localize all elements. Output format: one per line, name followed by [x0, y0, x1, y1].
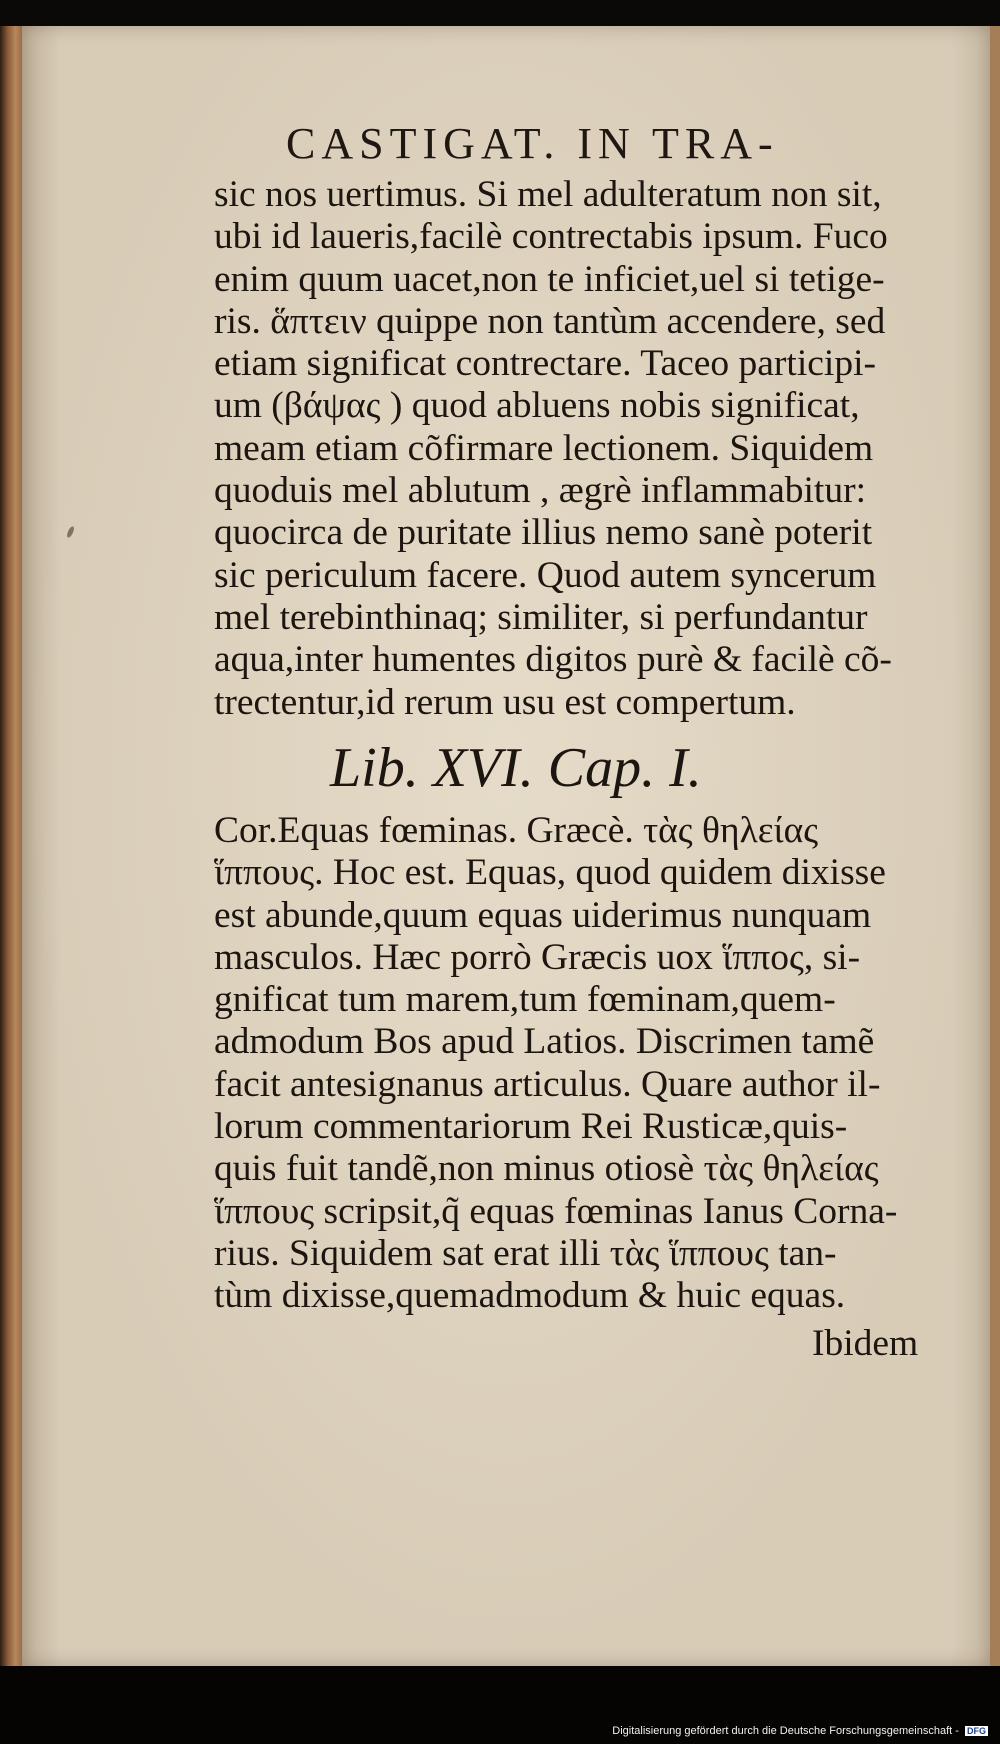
text-line: mel terebinthinaq; similiter, si perfundantur: [214, 596, 868, 638]
text-line: etiam significat contrectare. Taceo participi-: [214, 343, 876, 385]
text-line: sic nos uertimus. Si mel adulteratum non sit,: [214, 174, 882, 215]
page-right-edge: [990, 26, 1000, 1666]
body-text: [214, 174, 954, 724]
text-line: um (βάψας ) quod abluens nobis significat,: [214, 385, 860, 427]
text-line: enim quum uacet,non te inficiet,uel si tetige-: [214, 258, 885, 300]
section-heading: Lib. XVI. Cap. I.: [330, 737, 702, 799]
digitization-credit: [612, 1725, 988, 1737]
text-line: admodum Bos apud Latios. Discrimen tamẽ: [214, 1021, 875, 1063]
text-line: quis fuit tandẽ,non minus otiosè τὰς θηλείας: [214, 1148, 879, 1190]
text-line: sic periculum facere. Quod autem syncerum: [214, 554, 877, 596]
text-line: Cor.Equas fœminas. Græcè. τὰς θηλείας: [214, 810, 819, 851]
running-head: CASTIGAT. IN TRA-: [286, 119, 779, 168]
text-line: trectentur,id rerum usu est compertum.: [214, 681, 796, 723]
text-line: quoduis mel ablutum , ægrè inflammabitur:: [214, 470, 866, 512]
text-line: est abunde,quum equas uiderimus nunquam: [214, 894, 872, 936]
text-line: masculos. Hæc porrò Græcis uox ἵππος, si-: [214, 936, 861, 978]
text-line: rius. Siquidem sat erat illi τὰς ἵππους tan-: [214, 1232, 837, 1274]
text-line: meam etiam cõfirmare lectionem. Siquidem: [214, 427, 874, 469]
book-spine-edge: [0, 26, 22, 1666]
ink-mark: [66, 526, 76, 539]
section-text: [214, 810, 954, 1318]
text-line: ris. ἅπτειν quippe non tantùm accendere, sed: [214, 300, 886, 342]
text-line: ubi id laueris,facilè contrectabis ipsum. Fuco: [214, 216, 888, 258]
credit-text: Digitalisierung gefördert durch die Deutsche Forschungsgemeinschaft -: [612, 1725, 959, 1737]
text-line: ἵππους. Hoc est. Equas, quod quidem dixisse: [214, 852, 886, 894]
catchword: Ibidem: [812, 1323, 919, 1364]
text-line: gnificat tum marem,tum fœminam,quem-: [214, 979, 836, 1021]
text-line: lorum commentariorum Rei Rusticæ,quis-: [214, 1106, 848, 1148]
text-line: aqua,inter humentes digitos purè & facilè cõ-: [214, 639, 892, 681]
text-line: quocirca de puritate illius nemo sanè poterit: [214, 512, 873, 554]
text-line: ἵππους scripsit,q̃ equas fœminas Ianus Corna-: [214, 1190, 898, 1232]
dfg-logo: DFG: [967, 1726, 986, 1737]
scan-top-border: [0, 0, 1000, 26]
text-line: tùm dixisse,quemadmodum & huic equas.: [214, 1275, 846, 1317]
text-line: facit antesignanus articulus. Quare author il-: [214, 1063, 881, 1105]
